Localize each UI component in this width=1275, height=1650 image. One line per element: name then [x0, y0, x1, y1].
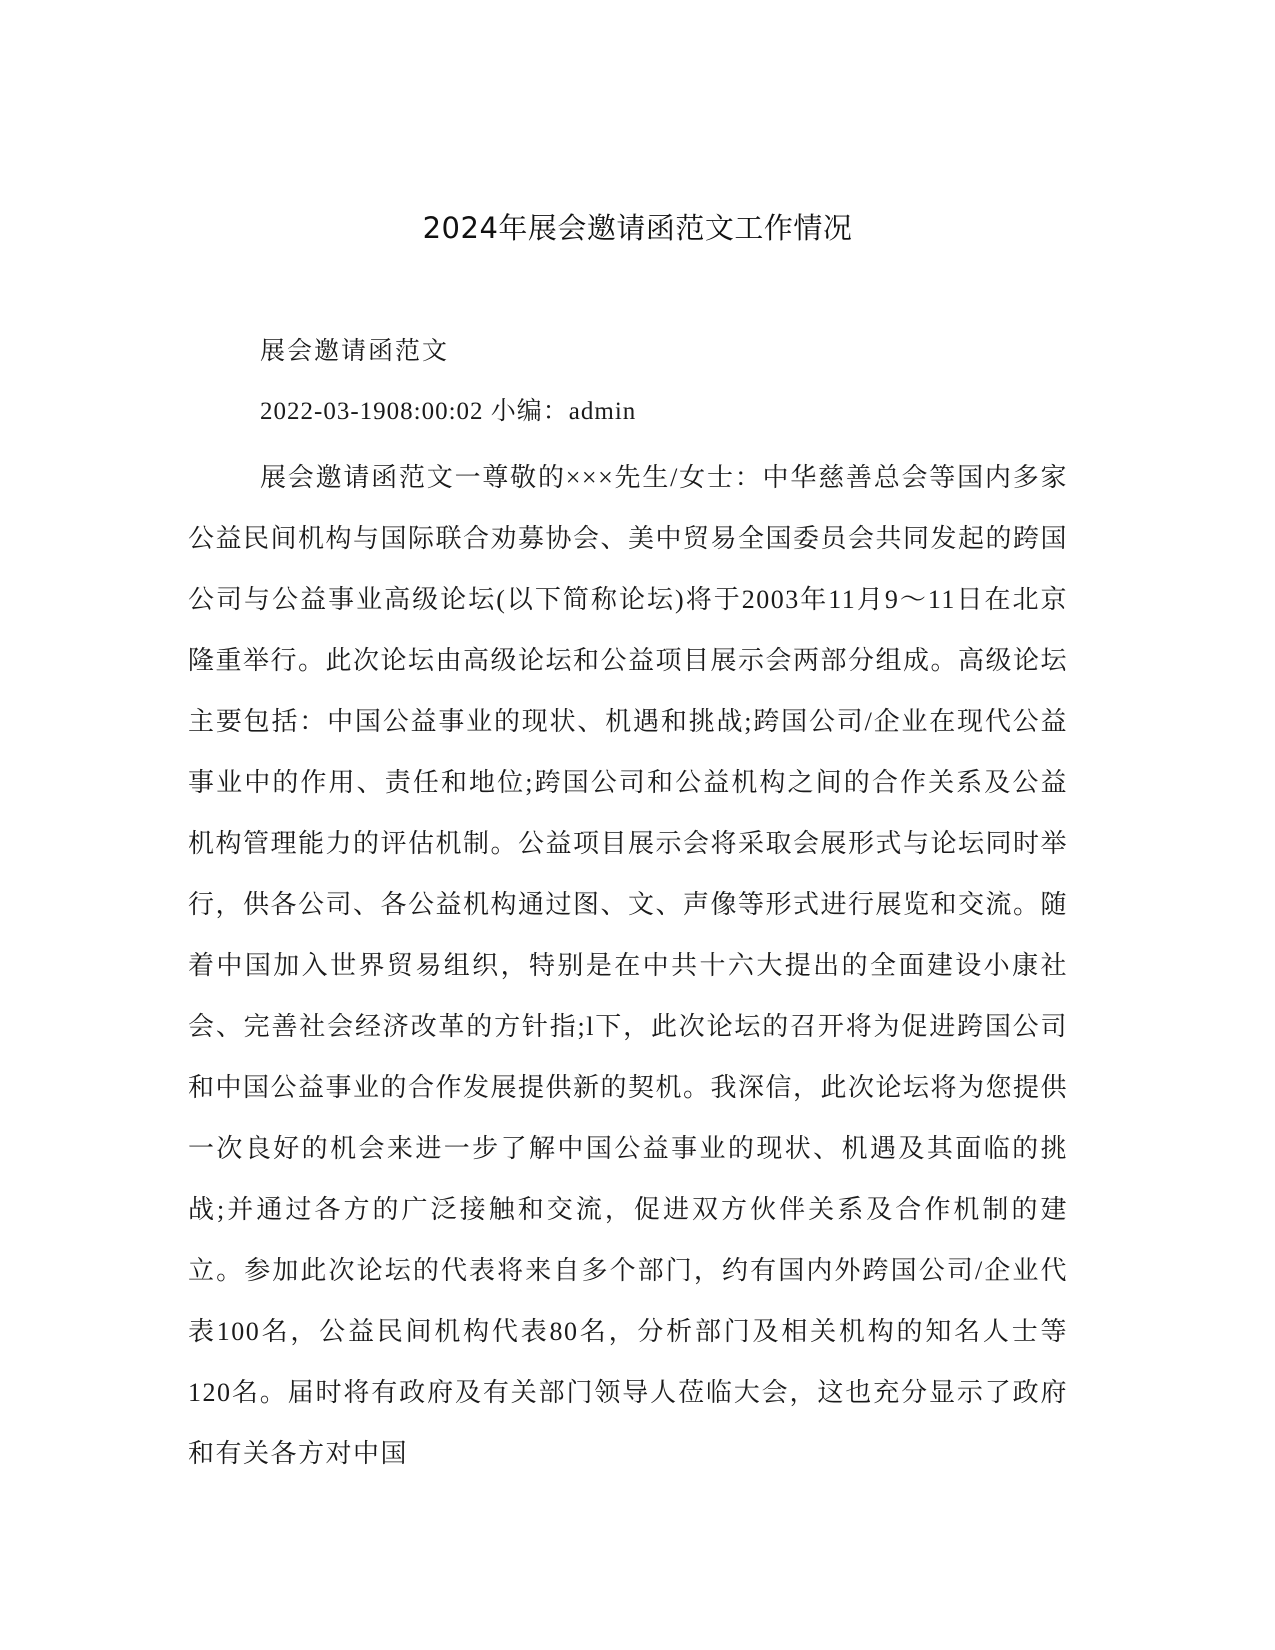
- date-author-line: 2022-03-1908:00:02 小编：admin: [260, 398, 637, 425]
- body-paragraph: 展会邀请函范文一尊敬的×××先生/女士：中华慈善总会等国内多家公益民间机构与国际联合劝募协会、美中贸易全国委员会共同发起的跨国公司与公益事业高级论坛(以下简称论坛)将于2003年11月9～11日在北京隆重举行。此次论坛由高级论坛和公益项目展示会两部分组成。高级论坛主要包括：中国公益事业的现状、机遇和挑战;跨国公司/企业在现代公益事业中的作用、责任和地位;跨国公司和公益机构之间的合作关系及公益机构管理能力的评估机制。公益项目展示会将采取会展形式与论坛同时举行，供各公司、各公益机构通过图、文、声像等形式进行展览和交流。随着中国加入世界贸易组织，特别是在中共十六大提出的全面建设小康社会、完善社会经济改革的方针指;l下，此次论坛的召开将为促进跨国公司和中国公益事业的合作发展提供新的契机。我深信，此次论坛将为您提供一次良好的机会来进一步了解中国公益事业的现状、机遇及其面临的挑战;并通过各方的广泛接触和交流，促进双方伙伴关系及合作机制的建立。参加此次论坛的代表将来自多个部门，约有国内外跨国公司/企业代表100名，公益民间机构代表80名，分析部门及相关机构的知名人士等120名。届时将有政府及有关部门领导人莅临大会，这也充分显示了政府和有关各方对中国: [188, 463, 1069, 1468]
- document-title: 2024年展会邀请函范文工作情况: [422, 211, 853, 245]
- document-subtitle: 展会邀请函范文: [260, 338, 450, 365]
